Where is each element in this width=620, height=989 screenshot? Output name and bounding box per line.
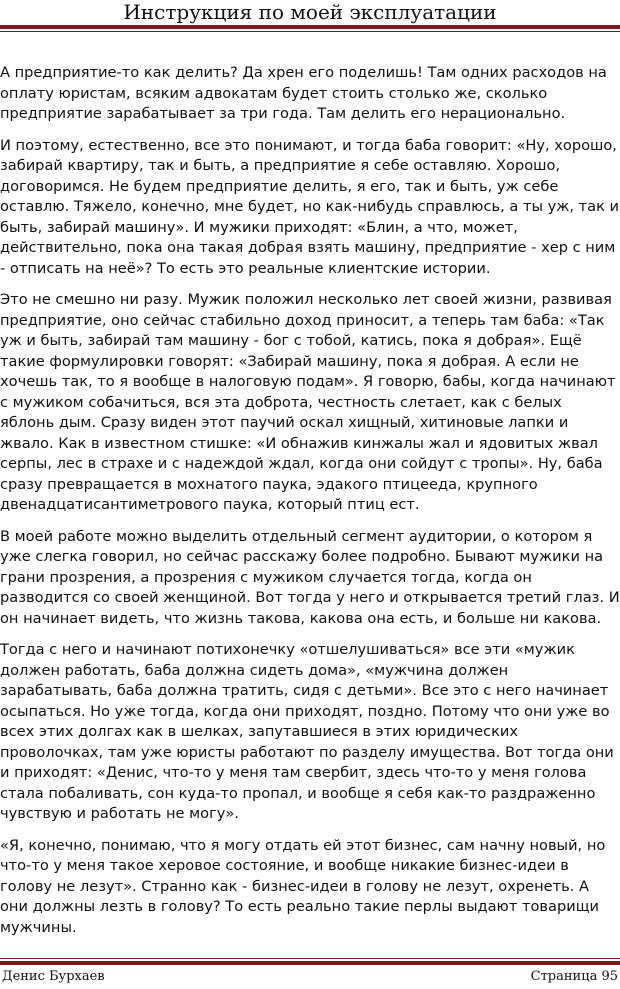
- paragraph-1: А предприятие-то как делить? Да хрен его поделишь! Там одних расходов на оплату юристам, всяким адвокатам будет стоить столько же, сколько предприятие зарабатывает за три года. Там делить его нерационально.: [0, 64, 607, 122]
- paragraph-2: И поэтому, естественно, все это понимают, и тогда баба говорит: «Ну, хорошо, забирай квартиру, так и быть, а предприятие я себе оставляю. Хорошо, договоримся. Не будем предприятие делить, я его, так и быть, уж себе оставлю. Тяжело, конечно, мне будет, но как-нибудь справлюсь, а ты уж, так и быть, забирай машину». И мужики приходят: «Блин, а что, может, действительно, пока она такая добрая взять машину, предприятие - хер с ним - отписать на неё»? То есть это реальные клиентские истории.: [0, 136, 620, 277]
- paragraph-4: В моей работе можно выделить отдельный сегмент аудитории, о котором я уже слегка говорил, но сейчас расскажу более подробно. Бывают мужики на грани прозрения, а прозрения с мужиком случается тогда, когда он разводится со своей женщиной. Вот тогда у него и открывается третий глаз. И он начинает видеть, что жизнь такова, какова она есть, и больше ни какова.: [0, 527, 620, 627]
- page-body: [0, 63, 620, 949]
- footer-rule-thick: [0, 961, 620, 965]
- page-footer: [0, 958, 620, 989]
- paragraph-6: «Я, конечно, понимаю, что я могу отдать ей этот бизнес, сам начну новый, но что-то у меня такое херовое состояние, и вообще никакие бизнес-идеи в голову не лезут». Странно как - бизнес-идеи в голову не лезут, охренеть. А они должны лезть в голову? То есть реально такие перлы выдают товарищи мужчины.: [0, 836, 606, 936]
- page-header: [0, 0, 620, 30]
- paragraph-3: Это не смешно ни разу. Мужик положил несколько лет своей жизни, развивая предприятие, оно сейчас стабильно доход приносит, а теперь там баба: «Так уж и быть, забирай там машину - бог с тобой, катись, пока я добрая». Ещё такие формулировки говорят: «Забирай машину, пока я добрая. А если не хочешь так, то я вообще в налоговую подам». Я говорю, бабы, когда начинают с мужиком собачиться, вся эта доброта, честность слетает, как с белых яблонь дым. Сразу виден этот паучий оскал хищный, хитиновые лапки и жвало. Как в известном стишке: «И обнажив кинжалы жал и ядовитых жвал серпы, лес в страхе и с надеждой ждал, когда они сойдут с тропы». Ну, баба сразу превращается в мохнатого паука, эдакого птицееда, крупного двенадцатисантиметрового паука, который птиц ест.: [0, 291, 616, 513]
- footer-author: Денис Бурхаев: [2, 969, 105, 984]
- header-rule-thick: [0, 25, 620, 29]
- footer-rule-thin: [0, 958, 620, 959]
- running-title: Инструкция по моей эксплуатации: [123, 0, 497, 24]
- page-number: Страница 95: [530, 969, 618, 984]
- paragraph-5: Тогда с него и начинают потихонечку «отшелушиваться» все эти «мужик должен работать, баба должна сидеть дома», «мужчина должен зарабатывать, баба должна тратить, сидя с детьми». Все это с него начинает осыпаться. Но уже тогда, когда они приходят, поздно. Потому что они уже во всех этих долгах как в шелках, запутавшиеся в этих юридических проволочках, там уже юристы работают по разделу имущества. Вот тогда они и приходят: «Денис, что-то у меня там свербит, здесь что-то у меня голова стала побаливать, сон куда-то пропал, и вообще я себя как-то раздраженно чувствую и работать не могу».: [0, 641, 614, 822]
- header-rule-thin: [0, 31, 620, 32]
